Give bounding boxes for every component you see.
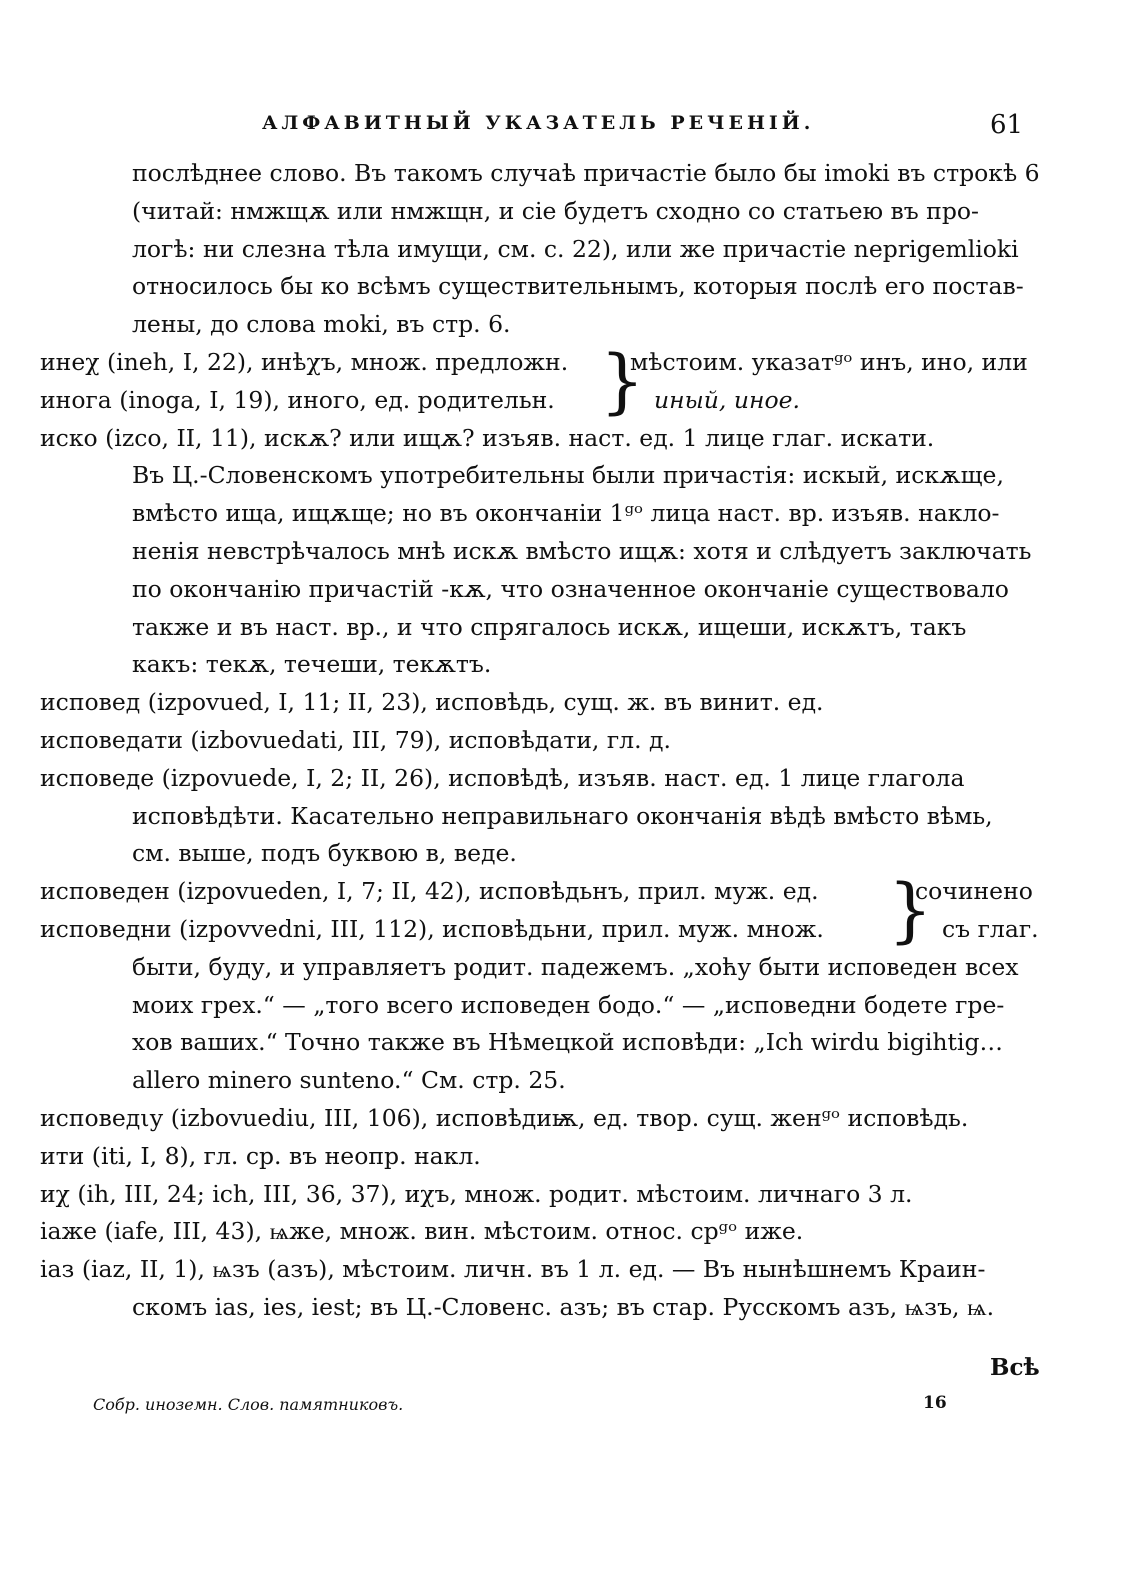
entry-text: инога (inoga, I, 19), иного, ед. родительн. (40, 385, 555, 414)
entry-line: исповедιу (izbovuediu, III, 106), исповѣдиѭ, ед. твор. сущ. женᵍᵒ исповѣдь. (40, 1103, 969, 1132)
text-line: ненія невстрѣчалось мнѣ искѫ вмѣсто ищѫ: хотя и слѣдуетъ заключать (132, 536, 1032, 565)
page-number: 61 (990, 110, 1024, 140)
catchword: Всѣ (990, 1354, 1040, 1381)
text-line: Въ Ц.-Словенскомъ употребительны были причастія: искый, искѫще, (132, 461, 1004, 490)
text-line: какъ: текѫ, течеши, текѫтъ. (132, 650, 492, 679)
entry-text: исповеден (izpovueden, I, 7; II, 42), исповѣдьнъ, прил. муж. ед. (40, 877, 819, 906)
entry-line (40, 382, 1040, 420)
text-line: по окончанію причастій -кѫ, что означенное окончаніе существовало (132, 574, 1009, 603)
right-brace: } (600, 339, 645, 422)
text-line: см. выше, подъ буквою в, веде. (132, 839, 517, 868)
text-line: (читай: нмжщѫ или нмжщн, и сіе будетъ сходно со статьею въ про- (132, 196, 979, 225)
entry-line: іаже (iafe, III, 43), ѩже, множ. вин. мѣстоим. относ. срᵍᵒ иже. (40, 1217, 804, 1246)
text-line: послѣднее слово. Въ такомъ случаѣ причастіе было бы imoki въ строкѣ 6 (132, 159, 1040, 187)
text-line: хов ваших.“ Точно также въ Нѣмецкой исповѣди: „Ich wirdu bigihtig… (132, 1028, 1004, 1057)
brace-note: сочинено (915, 877, 1033, 906)
text-line: allero minero sunteno.“ См. стр. 25. (132, 1066, 566, 1095)
entry-text: инеχ (ineh, I, 22), инѣχъ, множ. предложн. (40, 347, 569, 376)
entry-ineh (40, 339, 1040, 422)
right-brace: } (888, 869, 933, 952)
entry-line: ити (iti, I, 8), гл. ср. въ неопр. накл. (40, 1141, 481, 1170)
text-line: быти, буду, и управляетъ родит. падежемъ. „хоћу быти исповеден всех (132, 952, 1019, 981)
entry-line: исповед (izpovued, I, 11; II, 23), исповѣдь, сущ. ж. въ винит. ед. (40, 688, 824, 717)
text-line: относилось бы ко всѣмъ существительнымъ, которыя послѣ его постав- (132, 272, 1024, 301)
footer-signature: Собр. иноземн. Слов. памятниковъ. (93, 1395, 404, 1414)
text-line: моих грех.“ — „того всего исповеден бодо.“ — „исповедни бодете гре- (132, 990, 1005, 1019)
entry-line: иско (izco, II, 11), искѫ? или ищѫ? изъяв. наст. ед. 1 лице глаг. искати. (40, 423, 935, 452)
text-line: скомъ ias, ies, iest; въ Ц.-Словенс. азъ; въ стар. Русскомъ азъ, ѩзъ, ѩ. (132, 1292, 995, 1321)
entry-line: исповеде (izpovuede, I, 2; II, 26), исповѣдѣ, изъяв. наст. ед. 1 лице глагола (40, 763, 965, 792)
running-header: АЛФАВИТНЫЙ УКАЗАТЕЛЬ РЕЧЕНІЙ. (262, 112, 815, 134)
text-line: вмѣсто ища, ищѫще; но въ окончаніи 1ᵍᵒ лица наст. вр. изъяв. наклo- (132, 499, 1000, 528)
text-line: также и въ наст. вр., и что спрягалось искѫ, ищеши, искѫтъ, такъ (132, 612, 967, 641)
entry-line: іаз (iaz, II, 1), ѩзъ (азъ), мѣстоим. личн. въ 1 л. ед. — Въ нынѣшнемъ Краин- (40, 1255, 986, 1284)
brace-note: иный, иное. (654, 385, 800, 414)
entry-ispoveden (40, 869, 1040, 952)
brace-note: съ глаг. (942, 914, 1039, 943)
signature-mark: 16 (923, 1393, 947, 1413)
brace-note: мѣстоим. указатᵍᵒ инъ, ино, или (630, 347, 1028, 376)
text-line: логѣ: ни слезна тѣла имущи, см. с. 22), или же причастіе neprigemlioki (132, 234, 1019, 263)
entry-line: иχ (ih, III, 24; ich, III, 36, 37), иχъ, множ. родит. мѣстоим. личнаго 3 л. (40, 1179, 913, 1208)
page-body (40, 155, 1040, 1327)
text-line: исповѣдѣти. Касательно неправильнаго окончанія вѣдѣ вмѣсто вѣмь, (132, 801, 993, 830)
text-line: лены, до слова moki, въ стр. 6. (132, 310, 511, 339)
entry-text: исповедни (izpovvedni, III, 112), исповѣдьни, прил. муж. множ. (40, 914, 824, 943)
entry-line: исповедати (izbovuedati, III, 79), исповѣдати, гл. д. (40, 725, 671, 754)
